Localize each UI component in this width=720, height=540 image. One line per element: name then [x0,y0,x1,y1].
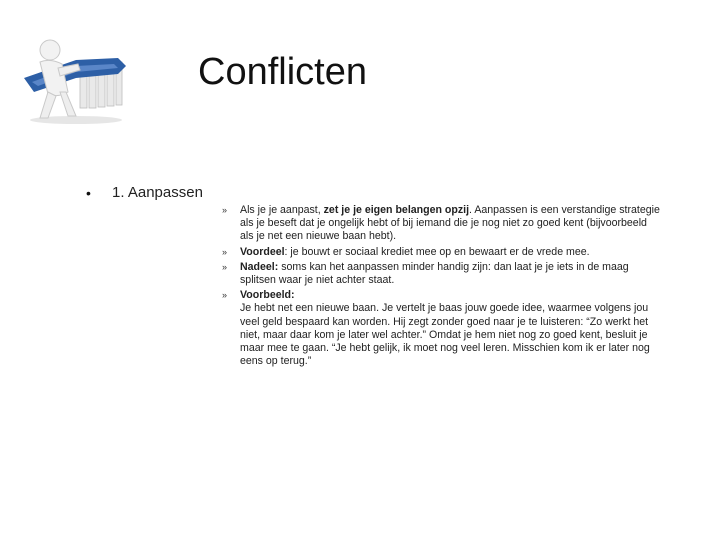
double-chevron-icon: » [222,246,228,257]
double-chevron-icon: » [222,205,228,215]
bullet-label: 1. Aanpassen [112,184,203,201]
double-chevron-icon: » [222,261,228,272]
list-item [222,289,662,368]
slide-title: Conflicten [198,51,367,93]
list-item [222,204,662,244]
main-bullet [86,184,203,201]
list-item-text: Voordeel: je bouwt er sociaal krediet mee op en bewaart er de vrede mee. [240,245,590,258]
person-pushing-puzzle-arrow-icon [18,34,130,126]
list-item-text: Nadeel: soms kan het aanpassen minder handig zijn: dan laat je je iets in de maag splitsen waar je niet achter staat. [240,260,629,287]
bullet-dot-icon: • [86,184,91,201]
logo-graphic [18,34,130,126]
double-chevron-icon: » [222,290,228,301]
list-item [222,246,662,259]
list-item [222,261,662,287]
list-item-text: Als je je aanpast, zet je je eigen belangen opzij. Aanpassen is een verstandige strategie als je beseft dat je ongelijk hebt of bij iemand die je nog niet zo goed kent (bijvoorbeeld als je net een nieuwe baan hebt). [240,204,660,243]
list-item-text: Voorbeeld: Je hebt net een nieuwe baan. Je vertelt je baas jouw goede idee, waarmee volgens jou veel geld bespaard kan worden. Hij zegt zonder goed naar je te luisteren: “Zo werkt het niet, maar daar kom je later wel achter.” Omdat je hem niet nog zo goed kent, besluit je maar mee te gaan. “Je hebt gelijk, ik moet nog veel leren. Misschien kom ik er later nog eens op terug.” [240,289,650,368]
sub-bullet-list [222,204,662,370]
